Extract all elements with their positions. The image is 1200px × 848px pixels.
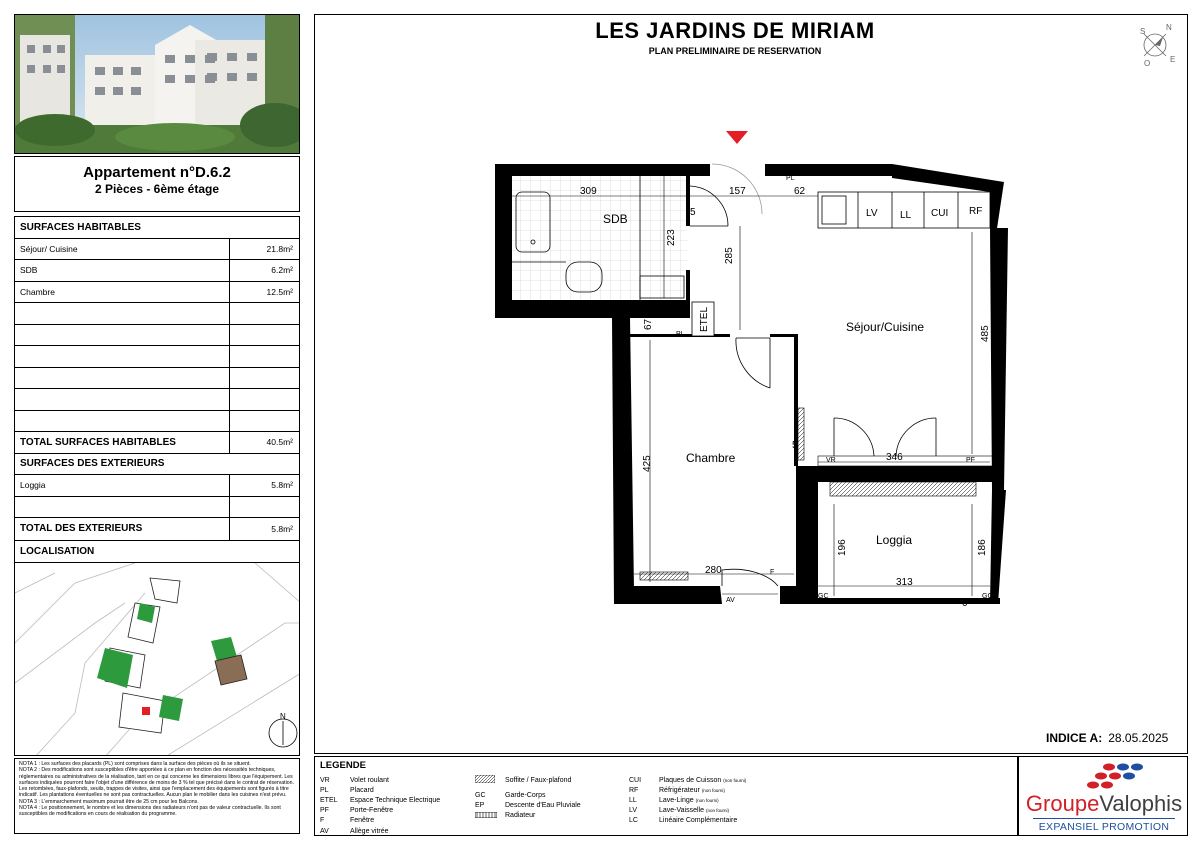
notes-box [14,758,300,834]
compass-e: E [1170,55,1176,64]
dim-285: 285 [724,247,735,264]
project-subtitle: PLAN PRELIMINAIRE DE RESERVATION [648,46,822,56]
table-row [15,282,299,304]
sdb-floor [512,172,688,300]
compass-s: S [1140,27,1146,36]
legend-item: Soffite / Faux-plafond [475,775,581,785]
table-header [15,217,299,239]
dim-67: 67 [643,318,654,330]
dim-157: 157 [729,186,746,197]
total-label: TOTAL SURFACES HABITABLES [20,436,176,448]
dim-280: 280 [705,565,722,576]
indice-date: 28.05.2025 [1108,731,1169,745]
note-1: NOTA 1 : Les surfaces des placards (PL) sont comprises dans la surface des pièces où ils se situent. [19,761,251,767]
groupe-valophis-logo [1018,756,1188,836]
label-f: F [770,569,775,576]
legend-item: AV Allège vitrée [320,827,389,835]
dim-346: 346 [886,452,903,463]
table-row-empty [15,346,299,368]
legend-col-3 [629,775,746,826]
entrance-marker [726,131,748,144]
table-row-empty [15,389,299,411]
legend-item: ETEL Espace Technique Electrique [320,796,441,804]
indice-label: INDICE A: [1046,731,1103,745]
compass-n: N [1166,23,1172,32]
total-habitables-row [15,432,299,454]
table-row-empty [15,325,299,347]
room-sejour: Séjour/Cuisine [846,320,925,334]
legend-item: Radiateur [475,811,581,821]
room-loggia: Loggia [876,533,913,547]
apartment-name: Appartement n°D.6.2 [83,164,231,181]
legend-item: PL Placard [320,786,374,794]
etel-label: ETEL [699,306,710,332]
dim-425: 425 [642,455,653,472]
legend-item: LL Lave-Linge (non fourni) [629,796,719,804]
building-photo [14,14,300,154]
row-label: Séjour/ Cuisine [20,243,78,254]
legend-item: GC Garde-Corps [475,791,546,799]
label-gc2: GC [982,593,993,600]
label-rf: RF [969,206,983,217]
row-value: 6.2m² [229,260,299,281]
note-2: NOTA 2 : Des modifications sont susceptibles d'être apportées à ce plan en fonction des nécessités techniques, réglementaires ou administratives de la réalisation, tant en ce qui concerne les dimensions libres que l'équipement. Les surfaces indiquées pourront faire l'objet d'une différence de moins de 3 % tel que précisé dans le contrat de réservation. Les retombées, faux-plafonds, seuils, trappes de visites, ainsi que l'emplacement des équipements sont figurés à titre indicatif. Les plantations éventuelles ne sont pas contractuelles. Aucun plan le mobilier dans les cuisines n'est prévu. [19,767,294,799]
legend-item: F Fenêtre [320,817,375,825]
surfaces-exterieurs-header: SURFACES DES EXTERIEURS [20,458,165,470]
dim-5a: 5 [690,207,696,218]
soffite-icon [475,775,495,783]
label-cui: CUI [931,208,949,219]
room-chambre: Chambre [686,451,736,465]
table-row [15,260,299,282]
table-row [15,475,299,497]
dim-186: 186 [977,539,988,556]
table-row [15,239,299,261]
row-value: 5.8m² [229,475,299,496]
project-title: LES JARDINS DE MIRIAM [595,18,875,43]
apartment-title-box [14,156,300,212]
label-vr: VR [826,457,836,464]
legend-item: CUI Plaques de Cuisson (non fourni) [629,776,747,784]
localisation-header: LOCALISATION [15,541,299,563]
note-4: NOTA 4 : Le positionnement, le nombre et les dimensions des radiateurs n'ont pas de valeur contractuelle. Ils sont susceptibles de modifications en cours de réalisation du programme. [19,805,281,818]
label-pl1: PL [786,175,795,182]
logo-sub: EXPANSIEL PROMOTION [1019,821,1189,833]
map-north-label: N [280,712,286,721]
row-value: 12.5m² [229,282,299,303]
dim-196: 196 [837,539,848,556]
label-pl2: PL [676,331,685,338]
label-av: AV [726,597,735,604]
legend-item: VR Volet roulant [320,776,389,784]
table-row-empty [15,303,299,325]
compass-o: O [1144,59,1151,68]
legend-item: LV Lave-Vaisselle (non fourni) [629,807,729,815]
table-row-empty [15,497,299,519]
total-value: 5.8m² [229,518,299,540]
dim-223: 223 [666,229,677,246]
label-ll: LL [900,210,912,221]
logo-dots-icon [1079,761,1149,791]
logo-brand: GroupeValophis [1025,791,1183,816]
total-exterieurs-row [15,518,299,540]
dim-309: 309 [580,186,597,197]
dim-0: 0 [962,598,968,609]
dim-62: 62 [794,186,806,197]
apartment-description: 2 Pièces - 6ème étage [94,182,220,196]
legend-item: RF Réfrigérateur (non fourni) [629,786,725,794]
legend-item: LC Linéaire Complémentaire [629,817,738,825]
site-map [15,563,300,756]
legend-col-2 [475,775,581,821]
radiateur-icon [475,812,497,818]
legend-item: PF Porte-Fenêtre [320,807,394,815]
table-row-empty [15,411,299,433]
legend-col-1 [320,775,440,836]
row-label: Chambre [20,286,55,297]
row-value: 21.8m² [229,239,299,260]
room-sdb: SDB [603,212,628,226]
label-lv: LV [866,208,878,219]
legend-box [314,756,1018,836]
surfaces-habitables-header: SURFACES HABITABLES [20,221,141,233]
total-label: TOTAL DES EXTERIEURS [20,523,143,535]
label-gc1: GC [818,593,829,600]
dim-485: 485 [980,325,991,342]
row-label: SDB [20,265,38,276]
legend-header: LEGENDE [320,760,366,771]
table-header [15,454,299,476]
surfaces-table [14,216,300,541]
legend-item: EP Descente d'Eau Pluviale [475,801,581,809]
table-row-empty [15,368,299,390]
label-pf: PF [966,457,975,464]
indice [1046,731,1168,745]
dim-5b: 5 [792,440,798,451]
row-label: Loggia [20,480,46,491]
dim-313: 313 [896,577,913,588]
total-value: 40.5m² [229,432,299,453]
floor-plan [314,14,1188,754]
note-3: NOTA 3 : L'emmarchement maximum pourrait être de 25 cm pour les Balcons. [19,798,199,805]
localisation-panel [14,540,300,756]
